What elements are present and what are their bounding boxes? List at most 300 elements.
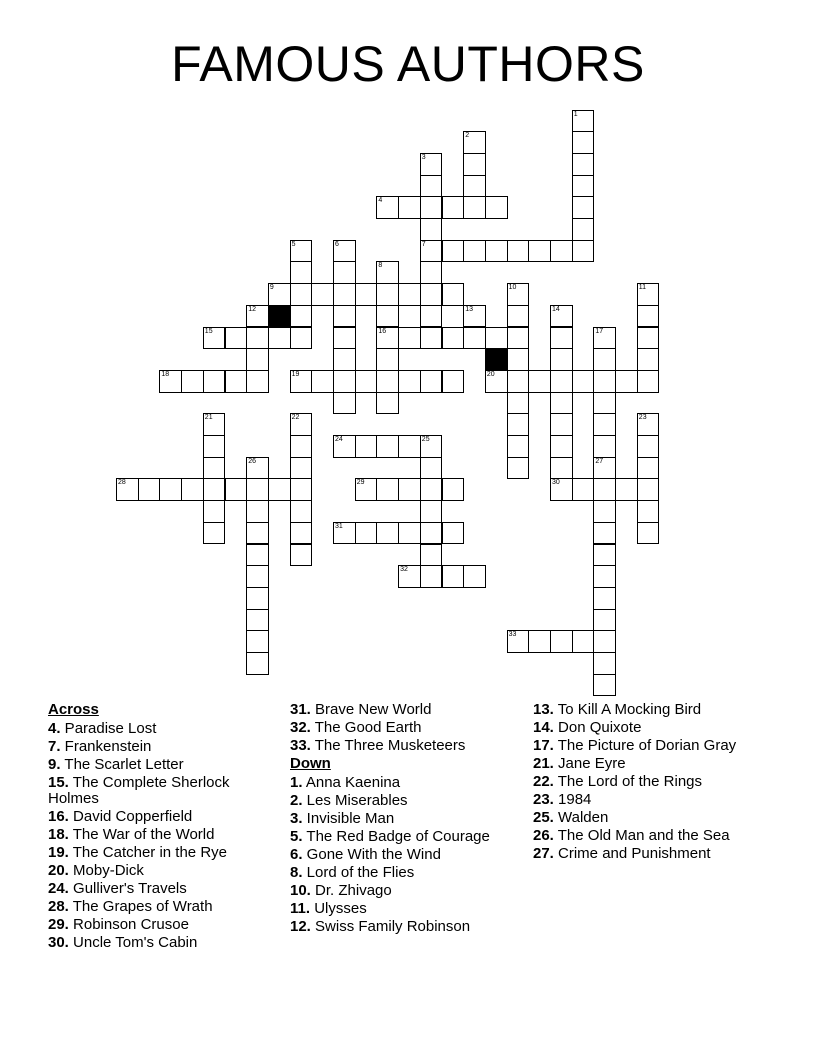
cell-number: 8 [378, 262, 383, 270]
grid-cell[interactable] [181, 370, 204, 393]
grid-cell[interactable] [615, 370, 638, 393]
down-clue-11 [290, 901, 522, 918]
grid-cell[interactable] [376, 392, 399, 415]
across-clue-24 [48, 881, 280, 898]
clue-number: 15. [48, 773, 69, 791]
clue-text: Uncle Tom's Cabin [68, 934, 198, 951]
grid-cell[interactable] [572, 153, 595, 176]
grid-cell[interactable] [246, 327, 269, 350]
grid-cell[interactable] [268, 327, 291, 350]
grid-cell[interactable] [442, 478, 465, 501]
grid-cell[interactable] [637, 435, 660, 458]
down-clue-14 [533, 720, 765, 737]
grid-cell[interactable] [593, 565, 616, 588]
grid-cell[interactable] [463, 175, 486, 198]
grid-cell[interactable] [637, 348, 660, 371]
across-clue-16 [48, 809, 280, 826]
grid-cell[interactable] [398, 565, 421, 588]
grid-cell[interactable] [507, 435, 530, 458]
grid-cell[interactable] [376, 370, 399, 393]
clue-number: 3. [290, 809, 303, 827]
across-clue-15 [48, 775, 280, 808]
grid-cell[interactable] [290, 261, 313, 284]
cell-number: 13 [465, 305, 473, 313]
grid-cell[interactable] [572, 131, 595, 154]
clue-number: 23. [533, 791, 554, 808]
across-clue-32 [290, 720, 522, 737]
grid-cell[interactable] [246, 522, 269, 545]
grid-cell[interactable] [333, 261, 356, 284]
clue-text: The Picture of Dorian Gray [553, 737, 737, 754]
grid-cell[interactable] [376, 261, 399, 284]
grid-cell[interactable] [246, 457, 269, 480]
grid-cell[interactable] [637, 413, 660, 436]
grid-cell[interactable] [420, 218, 443, 241]
grid-cell[interactable] [333, 370, 356, 393]
grid-cell[interactable] [572, 110, 595, 133]
grid-cell[interactable] [637, 283, 660, 306]
grid-cell[interactable] [203, 478, 226, 501]
cell-number: 14 [552, 305, 560, 313]
clue-number: 25. [533, 809, 554, 826]
grid-cell[interactable] [442, 283, 465, 306]
grid-cell[interactable] [398, 478, 421, 501]
grid-cell[interactable] [463, 305, 486, 328]
grid-cell[interactable] [550, 413, 573, 436]
across-clue-7 [48, 739, 280, 756]
grid-cell[interactable] [420, 457, 443, 480]
across-clue-33 [290, 738, 522, 755]
grid-cell[interactable] [463, 131, 486, 154]
grid-cell[interactable] [225, 370, 248, 393]
clue-text: The Red Badge of Courage [302, 827, 490, 845]
grid-cell[interactable] [507, 348, 530, 371]
grid-cell[interactable] [550, 348, 573, 371]
grid-cell[interactable] [376, 327, 399, 350]
clue-text: Robinson Crusoe [68, 916, 189, 933]
grid-cell[interactable] [203, 370, 226, 393]
grid-cell[interactable] [311, 283, 334, 306]
grid-cell[interactable] [593, 587, 616, 610]
grid-cell[interactable] [181, 478, 204, 501]
grid-cell[interactable] [507, 283, 530, 306]
clue-text: Paradise Lost [60, 719, 157, 737]
grid-cell[interactable] [507, 413, 530, 436]
clue-number: 31. [290, 701, 311, 718]
clue-number: 5. [290, 827, 303, 845]
grid-cell[interactable] [420, 565, 443, 588]
down-clue-26 [533, 828, 765, 845]
grid-cell[interactable] [203, 327, 226, 350]
down-clue-10 [290, 883, 522, 900]
down-clue-22 [533, 774, 765, 791]
grid-cell[interactable] [333, 435, 356, 458]
cell-number: 2 [465, 132, 470, 140]
grid-cell[interactable] [290, 500, 313, 523]
grid-cell[interactable] [485, 196, 508, 219]
page-title: FAMOUS AUTHORS [171, 36, 645, 92]
grid-cell[interactable] [463, 153, 486, 176]
grid-cell[interactable] [528, 630, 551, 653]
clues-column-1 [48, 702, 280, 953]
grid-cell[interactable] [593, 327, 616, 350]
grid-cell[interactable] [290, 544, 313, 567]
grid-cell[interactable] [442, 565, 465, 588]
grid-cell[interactable] [593, 500, 616, 523]
grid-cell[interactable] [507, 327, 530, 350]
clue-number: 29. [48, 916, 69, 933]
grid-cell[interactable] [290, 283, 313, 306]
cell-number: 32 [400, 566, 408, 574]
grid-cell[interactable] [290, 370, 313, 393]
grid-cell[interactable] [420, 522, 443, 545]
cell-number: 16 [378, 327, 387, 335]
across-clue-9 [48, 757, 280, 774]
clue-text: The Three Musketeers [310, 737, 466, 754]
cell-number: 33 [508, 631, 517, 639]
down-clue-27 [533, 846, 765, 863]
grid-cell[interactable] [159, 478, 182, 501]
grid-cell[interactable] [290, 457, 313, 480]
cell-number: 12 [248, 305, 256, 313]
grid-cell[interactable] [203, 457, 226, 480]
cell-number: 10 [508, 284, 517, 292]
grid-cell[interactable] [593, 674, 616, 697]
grid-cell[interactable] [463, 565, 486, 588]
grid-cell[interactable] [246, 500, 269, 523]
clue-text: Les Miserables [302, 791, 408, 809]
grid-block [485, 348, 508, 371]
grid-cell[interactable] [593, 544, 616, 567]
grid-cell[interactable] [290, 478, 313, 501]
grid-cell[interactable] [311, 370, 334, 393]
grid-cell[interactable] [593, 652, 616, 675]
grid-cell[interactable] [333, 240, 356, 263]
clue-number: 19. [48, 844, 69, 861]
across-clue-30 [48, 935, 280, 952]
cell-number: 31 [335, 522, 343, 530]
clue-text: Gone With the Wind [302, 845, 441, 863]
clue-text: The Grapes of Wrath [68, 898, 213, 915]
clue-number: 24. [48, 880, 69, 897]
grid-cell[interactable] [572, 478, 595, 501]
down-heading: Down [290, 755, 331, 772]
clue-number: 1. [290, 773, 303, 791]
grid-cell[interactable] [485, 240, 508, 263]
cell-number: 24 [335, 436, 343, 443]
grid-cell[interactable] [159, 370, 182, 393]
grid-cell[interactable] [398, 435, 421, 458]
grid-cell[interactable] [355, 435, 378, 458]
clue-text: Lord of the Flies [302, 863, 415, 881]
grid-cell[interactable] [203, 500, 226, 523]
clue-number: 2. [290, 791, 303, 809]
grid-cell[interactable] [550, 240, 573, 263]
clue-number: 20. [48, 862, 69, 879]
grid-cell[interactable] [442, 522, 465, 545]
across-clue-31 [290, 702, 522, 719]
grid-cell[interactable] [528, 240, 551, 263]
grid-cell[interactable] [528, 370, 551, 393]
cell-number: 25 [421, 436, 430, 443]
grid-cell[interactable] [420, 305, 443, 328]
grid-cell[interactable] [572, 240, 595, 263]
grid-cell[interactable] [572, 196, 595, 219]
down-clue-6 [290, 847, 522, 864]
grid-cell[interactable] [398, 283, 421, 306]
grid-cell[interactable] [376, 522, 399, 545]
grid-cell[interactable] [420, 175, 443, 198]
clue-text: Frankenstein [60, 737, 152, 755]
cell-number: 4 [378, 197, 383, 205]
down-clue-12 [290, 919, 522, 936]
across-clue-18 [48, 827, 280, 844]
grid-cell[interactable] [420, 283, 443, 306]
grid-cell[interactable] [593, 392, 616, 415]
grid-cell[interactable] [355, 478, 378, 501]
grid-cell[interactable] [442, 370, 465, 393]
cell-number: 11 [638, 284, 647, 292]
grid-cell[interactable] [246, 544, 269, 567]
clue-text: Brave New World [310, 701, 432, 718]
grid-cell[interactable] [398, 196, 421, 219]
grid-cell[interactable] [203, 413, 226, 436]
grid-cell[interactable] [246, 630, 269, 653]
down-clue-3 [290, 811, 522, 828]
grid-cell[interactable] [485, 370, 508, 393]
grid-cell[interactable] [290, 522, 313, 545]
clue-number: 13. [533, 701, 554, 718]
cell-number: 29 [356, 479, 365, 487]
clue-number: 16. [48, 808, 69, 825]
clue-text: The Good Earth [310, 719, 422, 736]
grid-cell[interactable] [246, 348, 269, 371]
clue-text: The Complete Sherlock Holmes [48, 773, 230, 807]
grid-cell[interactable] [572, 175, 595, 198]
grid-cell[interactable] [376, 196, 399, 219]
clue-number: 11. [290, 899, 311, 917]
grid-cell[interactable] [420, 544, 443, 567]
grid-cell[interactable] [463, 196, 486, 219]
grid-cell[interactable] [550, 457, 573, 480]
cell-number: 1 [573, 110, 578, 118]
grid-cell[interactable] [507, 392, 530, 415]
across-clue-20 [48, 863, 280, 880]
grid-cell[interactable] [420, 500, 443, 523]
grid-block [268, 305, 291, 328]
down-clue-13 [533, 702, 765, 719]
grid-cell[interactable] [138, 478, 161, 501]
grid-cell[interactable] [550, 370, 573, 393]
cell-number: 15 [204, 327, 213, 335]
clue-number: 17. [533, 737, 554, 754]
grid-cell[interactable] [290, 327, 313, 350]
grid-cell[interactable] [203, 522, 226, 545]
grid-cell[interactable] [593, 457, 616, 480]
grid-cell[interactable] [355, 370, 378, 393]
cell-number: 23 [638, 414, 647, 422]
down-clue-25 [533, 810, 765, 827]
grid-cell[interactable] [420, 153, 443, 176]
grid-cell[interactable] [637, 478, 660, 501]
grid-cell[interactable] [442, 240, 465, 263]
grid-cell[interactable] [420, 327, 443, 350]
grid-cell[interactable] [355, 283, 378, 306]
across-clue-19 [48, 845, 280, 862]
grid-cell[interactable] [550, 392, 573, 415]
down-clue-23 [533, 792, 765, 809]
clue-number: 10. [290, 881, 311, 899]
cell-number: 6 [335, 240, 339, 248]
cell-number: 5 [291, 240, 296, 248]
clue-text: Dr. Zhivago [310, 881, 392, 899]
grid-cell[interactable] [550, 630, 573, 653]
grid-cell[interactable] [637, 327, 660, 350]
grid-cell[interactable] [593, 478, 616, 501]
grid-cell[interactable] [203, 435, 226, 458]
grid-cell[interactable] [333, 348, 356, 371]
grid-cell[interactable] [355, 522, 378, 545]
clue-number: 12. [290, 917, 311, 935]
clue-text: 1984 [553, 791, 592, 808]
grid-cell[interactable] [572, 218, 595, 241]
grid-cell[interactable] [420, 261, 443, 284]
grid-cell[interactable] [637, 500, 660, 523]
grid-cell[interactable] [398, 327, 421, 350]
grid-cell[interactable] [420, 240, 443, 263]
clue-text: Gulliver's Travels [68, 880, 187, 897]
grid-cell[interactable] [637, 305, 660, 328]
clue-text: Walden [553, 809, 609, 826]
grid-cell[interactable] [593, 630, 616, 653]
grid-cell[interactable] [507, 630, 530, 653]
grid-cell[interactable] [420, 196, 443, 219]
grid-cell[interactable] [420, 478, 443, 501]
grid-cell[interactable] [376, 283, 399, 306]
grid-cell[interactable] [420, 435, 443, 458]
clue-text: The Catcher in the Rye [68, 844, 227, 861]
grid-cell[interactable] [225, 327, 248, 350]
grid-cell[interactable] [593, 370, 616, 393]
grid-cell[interactable] [550, 305, 573, 328]
clue-number: 21. [533, 755, 554, 772]
cell-number: 17 [595, 327, 604, 335]
grid-cell[interactable] [246, 609, 269, 632]
grid-cell[interactable] [593, 609, 616, 632]
grid-cell[interactable] [572, 370, 595, 393]
clue-text: The Lord of the Rings [553, 773, 703, 790]
grid-cell[interactable] [268, 283, 291, 306]
grid-cell[interactable] [246, 370, 269, 393]
clue-text: Anna Kaenina [302, 773, 401, 791]
grid-cell[interactable] [507, 305, 530, 328]
grid-cell[interactable] [550, 327, 573, 350]
clues-column-2 [290, 702, 522, 937]
grid-cell[interactable] [246, 305, 269, 328]
clue-text: David Copperfield [68, 808, 193, 825]
clue-number: 8. [290, 863, 303, 881]
grid-cell[interactable] [637, 370, 660, 393]
grid-cell[interactable] [398, 522, 421, 545]
grid-cell[interactable] [246, 478, 269, 501]
grid-cell[interactable] [507, 457, 530, 480]
grid-cell[interactable] [463, 240, 486, 263]
grid-cell[interactable] [420, 370, 443, 393]
clue-number: 32. [290, 719, 311, 736]
down-clue-8 [290, 865, 522, 882]
grid-cell[interactable] [333, 522, 356, 545]
grid-cell[interactable] [550, 435, 573, 458]
across-clue-28 [48, 899, 280, 916]
grid-cell[interactable] [290, 435, 313, 458]
grid-cell[interactable] [485, 327, 508, 350]
grid-cell[interactable] [333, 327, 356, 350]
grid-cell[interactable] [637, 522, 660, 545]
clue-text: Crime and Punishment [553, 845, 711, 862]
cell-number: 28 [118, 479, 126, 487]
grid-cell[interactable] [290, 240, 313, 263]
grid-cell[interactable] [593, 348, 616, 371]
grid-cell[interactable] [290, 305, 313, 328]
grid-cell[interactable] [333, 283, 356, 306]
grid-cell[interactable] [442, 196, 465, 219]
clue-text: The Scarlet Letter [60, 755, 184, 773]
cell-number: 30 [552, 479, 560, 487]
grid-cell[interactable] [268, 478, 291, 501]
grid-cell[interactable] [246, 565, 269, 588]
grid-cell[interactable] [572, 630, 595, 653]
grid-cell[interactable] [225, 478, 248, 501]
grid-cell[interactable] [246, 587, 269, 610]
clue-number: 18. [48, 826, 69, 843]
grid-cell[interactable] [116, 478, 139, 501]
grid-cell[interactable] [290, 413, 313, 436]
grid-cell[interactable] [593, 522, 616, 545]
grid-cell[interactable] [550, 478, 573, 501]
grid-cell[interactable] [246, 652, 269, 675]
grid-cell[interactable] [333, 392, 356, 415]
grid-cell[interactable] [507, 240, 530, 263]
grid-cell[interactable] [376, 435, 399, 458]
clue-number: 9. [48, 755, 61, 773]
grid-cell[interactable] [333, 305, 356, 328]
grid-cell[interactable] [593, 435, 616, 458]
clue-number: 28. [48, 898, 69, 915]
clue-text: To Kill A Mocking Bird [553, 701, 702, 718]
grid-cell[interactable] [376, 348, 399, 371]
grid-cell[interactable] [637, 457, 660, 480]
clue-text: Swiss Family Robinson [310, 917, 471, 935]
clue-number: 22. [533, 773, 554, 790]
grid-cell[interactable] [593, 413, 616, 436]
clue-number: 33. [290, 737, 311, 754]
across-clue-4 [48, 721, 280, 738]
cell-number: 3 [421, 153, 426, 161]
grid-cell[interactable] [507, 370, 530, 393]
clue-number: 27. [533, 845, 554, 862]
grid-cell[interactable] [376, 305, 399, 328]
grid-cell[interactable] [442, 327, 465, 350]
clue-number: 26. [533, 827, 554, 844]
cell-number: 18 [161, 370, 170, 378]
clue-number: 6. [290, 845, 303, 863]
grid-cell[interactable] [376, 478, 399, 501]
grid-cell[interactable] [463, 327, 486, 350]
across-clue-29 [48, 917, 280, 934]
clue-number: 4. [48, 719, 61, 737]
grid-cell[interactable] [615, 478, 638, 501]
grid-cell[interactable] [398, 370, 421, 393]
